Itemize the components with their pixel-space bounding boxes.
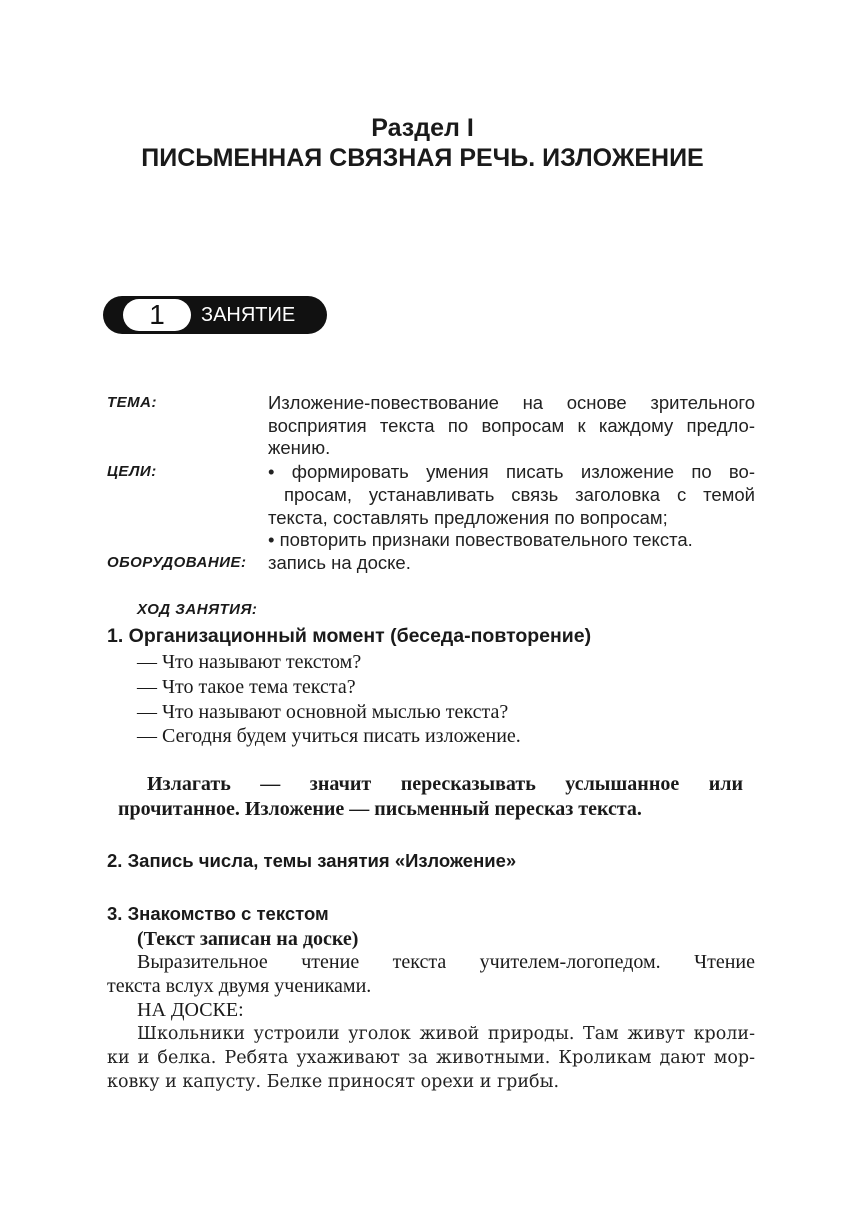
- lesson-label: ЗАНЯТИЕ: [201, 304, 296, 326]
- step2-title: 2. Запись числа, темы занятия «Изложение»: [107, 850, 517, 871]
- definition-line: прочитанное. Изложение — письменный пересказ текста.: [118, 798, 642, 820]
- step1-title: 1. Организационный момент (беседа-повторение): [107, 625, 592, 647]
- question-line: — Что называют основной мыслью текста?: [137, 701, 509, 723]
- tema-line: жению.: [268, 437, 331, 458]
- celi-label: ЦЕЛИ:: [107, 463, 157, 480]
- tema-line: Изложение-повествование на основе зрительного: [268, 392, 755, 413]
- tema-line: восприятия текста по вопросам к каждому предло-: [268, 415, 755, 436]
- step3-title: 3. Знакомство с текстом: [107, 903, 329, 924]
- celi-line: просам, устанавливать связь заголовка с темой: [284, 484, 755, 505]
- definition-line: Излагать — значит пересказывать услышанное или: [147, 773, 743, 795]
- equipment-text: запись на доске.: [268, 552, 411, 573]
- tema-label: ТЕМА:: [107, 394, 157, 411]
- step3-line: НА ДОСКЕ:: [137, 999, 244, 1021]
- board-text-line: Школьники устроили уголок живой природы. Там живут кроли-: [137, 1024, 755, 1044]
- step3-line: Выразительное чтение текста учителем-логопедом. Чтение: [137, 951, 755, 973]
- celi-line: • формировать умения писать изложение по во-: [268, 461, 755, 482]
- step3-line: текста вслух двумя учениками.: [107, 975, 372, 997]
- step3-line: (Текст записан на доске): [137, 928, 359, 950]
- section-label: Раздел I: [371, 114, 474, 142]
- lesson-badge: [103, 296, 327, 334]
- equipment-label: ОБОРУДОВАНИЕ:: [107, 554, 247, 571]
- section-title: ПИСЬМЕННАЯ СВЯЗНАЯ РЕЧЬ. ИЗЛОЖЕНИЕ: [141, 144, 704, 172]
- question-line: — Что такое тема текста?: [137, 676, 356, 698]
- lesson-number: 1: [123, 299, 191, 331]
- question-line: — Сегодня будем учиться писать изложение.: [137, 725, 521, 747]
- board-text-line: ки и белка. Ребята ухаживают за животными. Кроликам дают мор-: [107, 1048, 755, 1068]
- celi-line: • повторить признаки повествовательного текста.: [268, 529, 693, 550]
- celi-line: текста, составлять предложения по вопросам;: [268, 507, 668, 528]
- board-text-line: ковку и капусту. Белке приносят орехи и грибы.: [107, 1072, 560, 1092]
- question-line: — Что называют текстом?: [137, 651, 362, 673]
- course-label: ХОД ЗАНЯТИЯ:: [137, 601, 258, 618]
